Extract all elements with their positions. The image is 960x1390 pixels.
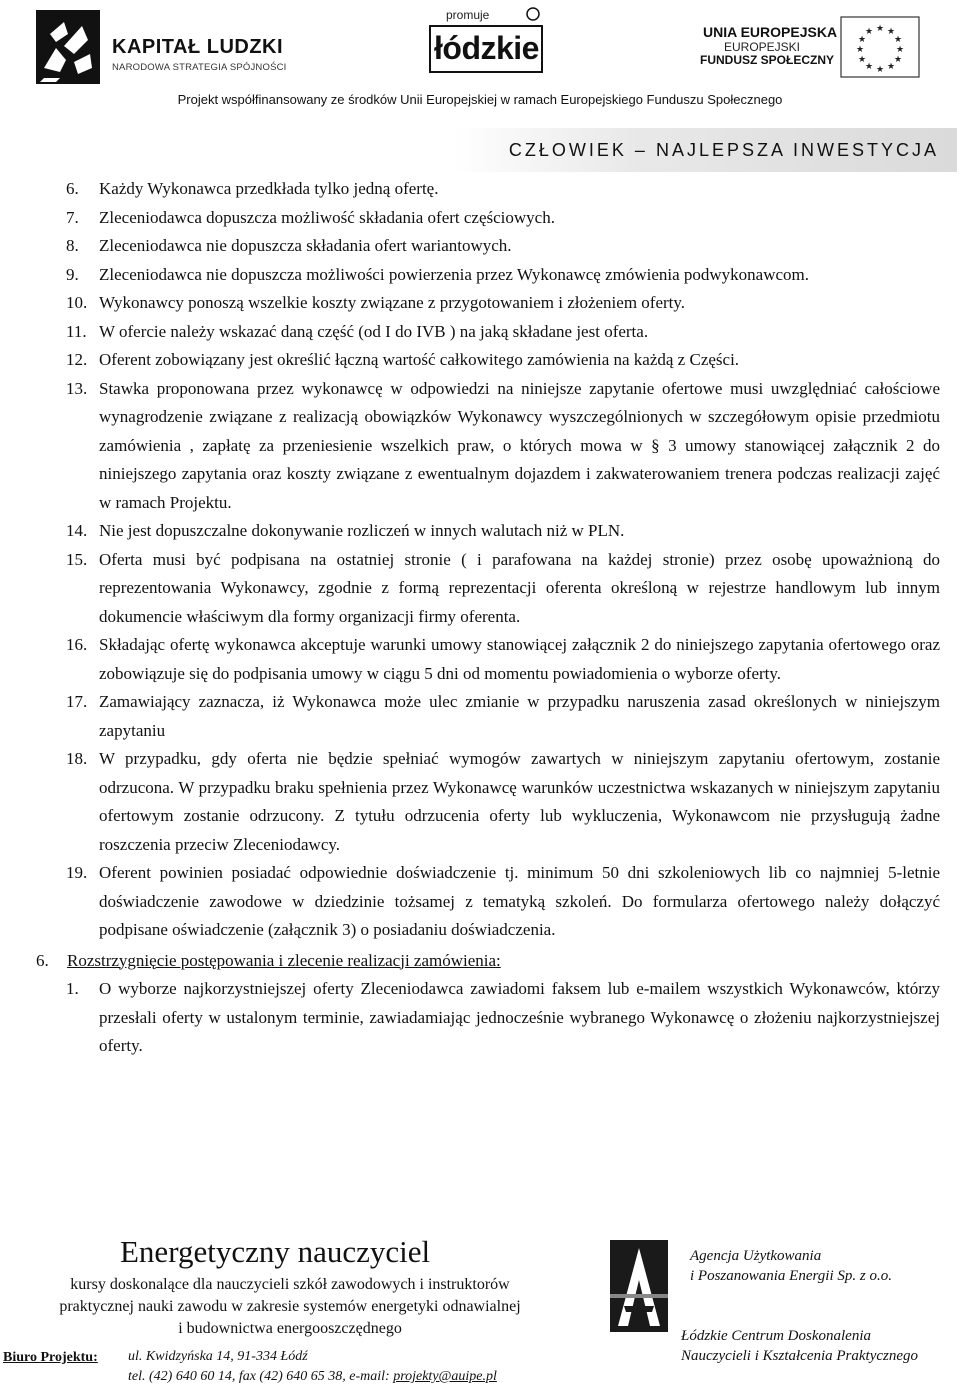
slogan-text: CZŁOWIEK – NAJLEPSZA INWESTYCJA — [508, 140, 939, 160]
list-item-number: 18. — [66, 749, 88, 768]
list-item — [0, 631, 960, 688]
auipe-emblem-icon — [604, 1236, 674, 1336]
list-item-text: Zleceniodawca dopuszcza możliwość składania ofert częściowych. — [99, 207, 555, 227]
list-item-number: 17. — [66, 692, 88, 711]
project-office-label: Biuro Projektu: — [3, 1350, 98, 1365]
section-heading — [0, 945, 960, 976]
svg-text:★: ★ — [895, 45, 905, 55]
agency-line2: i Poszanowania Energii Sp. z o.o. — [690, 1268, 892, 1284]
eu-logo — [700, 14, 930, 84]
svg-text:★: ★ — [886, 27, 896, 37]
kapital-ludzki-subtitle: NARODOWA STRATEGIA SPÓJNOŚCI — [112, 62, 287, 73]
list-item-text: Zleceniodawca nie dopuszcza możliwości powierzenia przez Wykonawcę zmówienia podwykonawcom. — [99, 264, 810, 284]
list-item-number: 6. — [66, 179, 79, 198]
footer-desc-line2: praktycznej nauki zawodu w zakresie systemów energetyki odnawialnej — [59, 1298, 521, 1315]
slogan-bar — [452, 128, 957, 172]
list-item-text: Nie jest dopuszczalne dokonywanie rozliczeń w innych walutach niż w PLN. — [99, 521, 625, 540]
eu-line3: FUNDUSZ SPOŁECZNY — [700, 53, 835, 67]
list-item-text: O wyborze najkorzystniejszej oferty Zleceniodawca zawiadomi faksem lub e-mailem wszystkich Wykonawców, którzy przesłali oferty w ustalonym terminie, zawiadamiając jednocześnie wybranego Wykonawcę o złożeniu najkorzystniejszej oferty. — [99, 979, 940, 1055]
list-item — [0, 232, 960, 261]
svg-text:★: ★ — [893, 55, 903, 65]
svg-text:★: ★ — [886, 62, 896, 72]
list-item-text: Każdy Wykonawca przedkłada tylko jedną ofertę. — [99, 179, 439, 198]
list-item-text: W ofercie należy wskazać daną część (od I do IVB ) na jaką składane jest oferta. — [99, 321, 649, 341]
registered-mark-icon — [428, 6, 548, 76]
promuje-text: promuje — [446, 8, 490, 22]
list-item-number: 19. — [66, 863, 88, 882]
svg-text:★: ★ — [875, 24, 885, 34]
contact-email-link[interactable]: projekty@auipe.pl — [393, 1369, 497, 1384]
list-item-number: 10. — [66, 293, 88, 312]
page-footer — [0, 1230, 960, 1390]
agency-name — [690, 1246, 892, 1286]
list-item-text: W przypadku, gdy oferta nie będzie spełniać wymogów zawartych w niniejszym zapytaniu ofertowym, zostanie odrzucona. W przypadku braku spełnienia przez Wykonawcę warunków uczestnictwa wskazanych w niniejszym zapytaniu ofertowym zostanie odrzucony. Z tytułu odrzucenia oferty lub wykluczenia, Wykonawcom nie przysługują żadne roszczenia przeciw Zleceniodawcy. — [99, 749, 940, 854]
list-item — [0, 289, 960, 318]
list-item-number: 13. — [66, 378, 88, 398]
list-item-text: Składając ofertę wykonawca akceptuje warunki umowy stanowiącej załącznik 2 do niniejszego zapytania ofertowego oraz zobowiązuje się do podpisania umowy w ciągu 5 dni od momentu powiadomienia o wyborze oferty. — [99, 635, 940, 683]
list-item — [0, 375, 960, 518]
section-title: Rozstrzygnięcie postępowania i zlecenie realizacji zamówienia: — [67, 950, 501, 970]
section-items-list — [0, 975, 960, 1061]
project-cofinancing-line: Projekt współfinansowany ze środków Unii Europejskiej w ramach Europejskiego Funduszu Społecznego — [177, 92, 783, 107]
list-item-number: 7. — [66, 207, 79, 227]
list-item-text: Stawka proponowana przez wykonawcę w odpowiedzi na niniejsze zapytanie ofertowe musi uwzględniać całościowe wynagrodzenie związane z realizacją obowiązków Wykonawcy wyszczególnionych w szczegółowym opisie przedmiotu zamówienia , zapłatę za przeniesienie wszelkich praw, o których mowa w § 3 umowy stanowiącej załącznik 2 do niniejszego zapytania oraz koszty związane z ewentualnym dojazdem i zakwaterowaniem trenera podczas realizacji zajęć w ramach Projektu. — [99, 378, 940, 512]
agency-line1: Agencja Użytkowania — [690, 1248, 822, 1264]
list-item-number: 16. — [66, 635, 88, 654]
lodzkie-text: łódzkie — [434, 30, 539, 66]
eu-flag-icon — [840, 16, 920, 78]
list-item-text: Oferent powinien posiadać odpowiednie doświadczenie tj. minimum 50 dni szkoleniowych lib co najmniej 5-letnie doświadczenie zawodowe w dziedzinie tożsamej z tematyką szkoleń. Do formularza ofertowego należy dołączyć podpisane oświadczenie (załącznik 3) o posiadaniu doświadczenia. — [99, 863, 940, 939]
footer-project-title: Energetyczny nauczyciel — [120, 1234, 431, 1269]
svg-text:★: ★ — [857, 55, 867, 65]
svg-text:★: ★ — [893, 35, 903, 45]
auipe-logo — [604, 1236, 674, 1336]
list-item — [0, 318, 960, 347]
list-item — [0, 204, 960, 233]
contact-phone-fax: tel. (42) 640 60 14, fax (42) 640 65 38, e-mail: — [128, 1369, 394, 1384]
kapital-ludzki-emblem-icon — [30, 8, 102, 86]
list-item-number: 11. — [66, 321, 87, 341]
list-item — [0, 346, 960, 375]
footer-project-description — [10, 1274, 570, 1340]
list-item-number: 8. — [66, 236, 79, 255]
list-item — [0, 546, 960, 632]
svg-text:★: ★ — [855, 45, 865, 55]
document-body — [0, 175, 960, 1061]
project-office-address: ul. Kwidzyńska 14, 91-334 Łódź — [128, 1349, 308, 1364]
list-item — [0, 745, 960, 859]
list-item-text: Zamawiający zaznacza, iż Wykonawca może ulec zmianie w przypadku naruszenia zasad określonych w niniejszym zapytaniu — [99, 692, 940, 740]
svg-text:★: ★ — [864, 27, 874, 37]
page-header — [0, 0, 960, 170]
centrum-line1: Łódzkie Centrum Doskonalenia — [681, 1328, 871, 1344]
list-item — [0, 688, 960, 745]
footer-desc-line1: kursy doskonalące dla nauczycieli szkół zawodowych i instruktorów — [70, 1276, 510, 1293]
svg-text:★: ★ — [875, 65, 885, 75]
list-item-number: 14. — [66, 521, 88, 540]
kapital-ludzki-logo — [30, 8, 310, 88]
list-item — [0, 975, 960, 1061]
list-item-text: Oferent zobowiązany jest określić łączną wartość całkowitego zamówienia na każdą z Części. — [99, 350, 740, 369]
list-item-text: Zleceniodawca nie dopuszcza składania ofert wariantowych. — [99, 236, 512, 255]
list-item-number: 15. — [66, 549, 88, 569]
list-item-text: Oferta musi być podpisana na ostatniej stronie ( i parafowana na każdej stronie) przez osobę upoważnioną do reprezentowania Wykonawcy, zgodnie z formą reprezentacji oferenta określoną w rejestrze handlowym lub innym dokumencie właściwym dla formy organizacji firmy oferenta. — [99, 549, 940, 626]
list-item-number: 9. — [66, 264, 79, 284]
conditions-list — [0, 175, 960, 945]
footer-desc-line3: i budownictwa energooszczędnego — [178, 1320, 402, 1337]
svg-text:★: ★ — [857, 35, 867, 45]
project-office-contact — [128, 1369, 497, 1385]
promuje-lodzkie-logo — [428, 6, 548, 76]
eu-line1: UNIA EUROPEJSKA — [703, 24, 838, 40]
list-item-number: 12. — [66, 350, 88, 369]
list-item — [0, 517, 960, 546]
svg-text:★: ★ — [864, 62, 874, 72]
section-number: 6. — [36, 950, 49, 970]
list-item — [0, 261, 960, 290]
list-item-text: Wykonawcy ponoszą wszelkie koszty związane z przygotowaniem i złożeniem oferty. — [99, 293, 686, 312]
kapital-ludzki-name: KAPITAŁ LUDZKI — [112, 36, 284, 58]
list-item — [0, 859, 960, 945]
eu-line2: EUROPEJSKI — [724, 40, 801, 54]
list-item — [0, 175, 960, 204]
list-item-number: 1. — [66, 979, 79, 998]
centrum-line2: Nauczycieli i Kształcenia Praktycznego — [681, 1348, 919, 1364]
centrum-name — [681, 1326, 918, 1366]
